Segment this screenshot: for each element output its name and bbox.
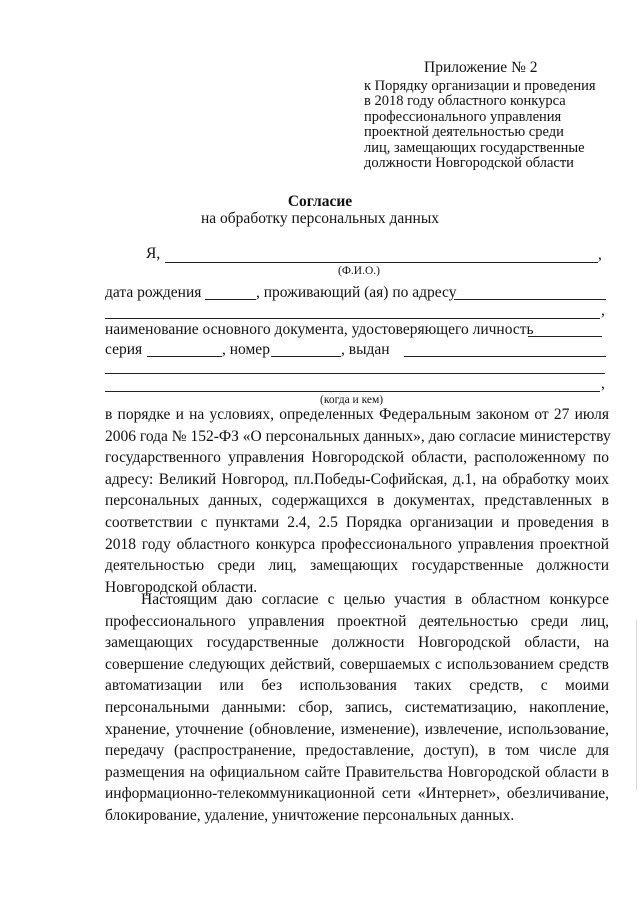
i-label: Я, <box>146 245 161 262</box>
appendix-subtitle <box>364 79 596 171</box>
id-document-label: наименование основного документа, удостоверяющего личность <box>105 321 534 338</box>
comma: , <box>601 375 605 392</box>
paragraph-line: соответствии с пунктами 2.4, 2.5 Порядка организации и проведения в <box>105 513 609 531</box>
scan-edge-line <box>636 620 637 790</box>
appendix-line: лиц, замещающих государственные <box>364 139 585 156</box>
paragraph-line: передачу (распространение, предоставление, доступ), в том числе для <box>105 742 609 760</box>
issued-label: , выдан <box>341 341 390 358</box>
paragraph-line: 2006 года № 152-ФЗ «О персональных данных», даю согласие министерству <box>105 427 611 445</box>
birth-date-label: дата рождения <box>105 284 202 301</box>
paragraph-line: совершение следующих действий, совершаемых с использованием средств <box>105 655 609 673</box>
fio-field[interactable] <box>165 262 598 263</box>
number-label: , номер <box>222 341 270 358</box>
paragraph-line: 2018 году областного конкурса профессионального управления проектной <box>105 535 609 553</box>
address-label: , проживающий (ая) по адресу <box>256 284 457 301</box>
paragraph-line: в порядке и на условиях, определенных Федеральным законом от 27 июля <box>105 406 609 423</box>
issued-by-field-continued[interactable] <box>105 373 605 374</box>
appendix-line: проектной деятельностью среди <box>364 124 564 141</box>
consent-paragraph-1 <box>105 404 609 598</box>
appendix-line: в 2018 году областного конкурса <box>364 93 566 110</box>
paragraph-line: размещения на официальном сайте Правительства Новгородской области в <box>105 763 609 781</box>
fio-caption: (Ф.И.О.) <box>338 265 380 277</box>
comma: , <box>601 302 605 319</box>
paragraph-line: адресу: Великий Новгород, пл.Победы-Софийская, д.1, на обработку моих <box>105 470 609 488</box>
address-field[interactable] <box>454 299 606 300</box>
issued-by-field[interactable] <box>404 356 606 357</box>
paragraph-line: Настоящим даю согласие с целью участия в областном конкурсе <box>141 591 609 608</box>
appendix-line: должности Новгородской области <box>364 155 574 172</box>
appendix-line: к Порядку организации и проведения <box>364 78 596 94</box>
consent-paragraph-2 <box>105 589 609 827</box>
number-field[interactable] <box>271 356 341 357</box>
paragraph-line: государственного управления Новгородской области, расположенному по <box>105 449 609 467</box>
paragraph-line: хранение, уточнение (обновление, изменение), извлечение, использование, <box>105 720 609 738</box>
id-document-field[interactable] <box>528 336 602 337</box>
address-field-continued[interactable] <box>105 318 600 319</box>
comma: , <box>598 246 602 263</box>
paragraph-line: автоматизации или без использования таких средств, с моими <box>105 677 609 695</box>
series-label: серия <box>105 341 143 358</box>
paragraph-line: информационно-телекоммуникационной сети «Интернет», обезличивание, <box>105 785 609 803</box>
appendix-title: Приложение № 2 <box>424 59 538 76</box>
consent-title: Согласие <box>287 193 353 210</box>
paragraph-line: профессионального управления проектной деятельностью среди лиц, <box>105 612 609 630</box>
birth-date-field[interactable] <box>205 299 256 300</box>
paragraph-line: Новгородской области. <box>105 578 258 596</box>
paragraph-line: блокирование, удаление, уничтожение персональных данных. <box>105 806 515 824</box>
consent-subtitle: на обработку персональных данных <box>201 210 439 227</box>
when-by-caption: (когда и кем) <box>320 394 384 406</box>
appendix-line: профессионального управления <box>364 108 562 125</box>
paragraph-line: деятельностью среди лиц, замещающих государственные должности <box>105 557 609 575</box>
paragraph-line: замещающих государственные должности Новгородской области, на <box>105 634 609 652</box>
paragraph-line: персональными данными: сбор, запись, систематизацию, накопление, <box>105 698 609 716</box>
paragraph-line: персональных данных, содержащихся в документах, представленных в <box>105 492 609 510</box>
issued-by-field-continued[interactable] <box>105 391 600 392</box>
series-field[interactable] <box>147 356 222 357</box>
